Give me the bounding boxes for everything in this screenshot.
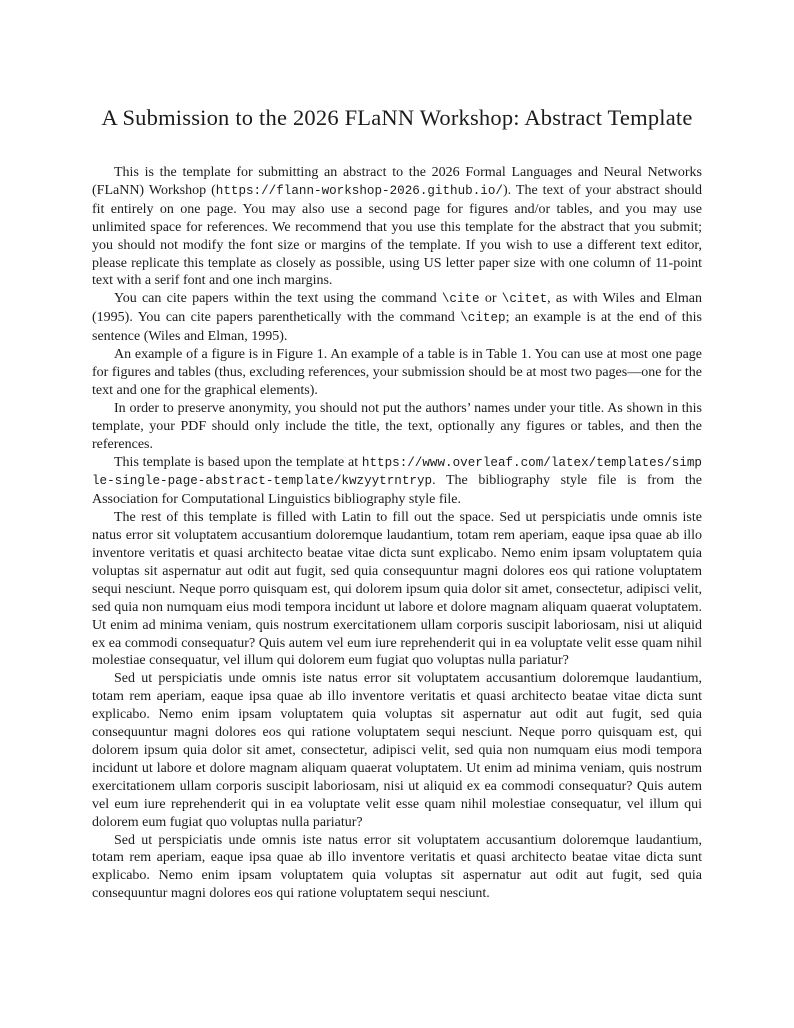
code-run: \citep xyxy=(460,311,506,326)
text-run: Sed ut perspiciatis unde omnis iste natus error sit voluptatem accusantium doloremque laudantium, totam rem aperiam, eaque ipsa quae ab illo inventore veritatis et quasi architecto beatae vitae dicta sunt explicabo. Nemo enim ipsam voluptatem quia voluptas sit aspernatur aut odit aut fugit, sed quia consequuntur magni dolores eos qui ratione voluptatem sequi nesciunt. Neque porro quisquam est, qui dolorem ipsum quia dolor sit amet, consectetur, adipisci velit, sed quia non numquam eius modi tempora incidunt ut labore et dolore magnam aliquam quaerat voluptatem. Ut enim ad minima veniam, quis nostrum exercitationem ullam corporis suscipit laboriosam, nisi ut aliquid ex ea commodi consequatur? Quis autem vel eum iure reprehenderit qui in ea voluptate velit esse quam nihil molestiae consequatur, vel illum qui dolorem eum fugiat quo voluptas nulla pariatur? xyxy=(92,671,702,830)
paragraph-6 xyxy=(92,509,702,670)
code-run: \cite xyxy=(441,292,480,307)
text-run: This is the template for submitting an abstract to the 2026 Formal Languages and Neural Networks (FLaNN) Workshop ( xyxy=(92,165,702,198)
text-run: or xyxy=(479,291,502,307)
text-run: , as with Wiles and Elman (1995). You can cite papers parenthetically with the command xyxy=(92,291,703,326)
document-title: A Submission to the 2026 FLaNN Workshop: Abstract Template xyxy=(101,105,693,130)
text-run: . The bibliography style file is from the Association for Computational Linguistics bibliography style file. xyxy=(92,473,702,508)
paragraph-4 xyxy=(92,400,702,454)
text-run: Sed ut perspiciatis unde omnis iste natus error sit voluptatem accusantium doloremque laudantium, totam rem aperiam, eaque ipsa quae ab illo inventore veritatis et quasi architecto beatae vitae dicta sunt explicabo. Nemo enim ipsam voluptatem quia voluptas sit aspernatur aut odit aut fugit, sed quia consequuntur magni dolores eos qui ratione voluptatem sequi nesciunt. xyxy=(92,832,702,902)
paragraph-7 xyxy=(92,670,702,831)
paragraph-5 xyxy=(92,454,702,510)
code-run: \citet xyxy=(501,292,548,307)
text-run: The rest of this template is filled with Latin to fill out the space. Sed ut perspiciatis unde omnis iste natus error sit voluptatem accusantium doloremque laudantium, totam rem aperiam, eaque ipsa quae ab illo inventore veritatis et quasi architecto beatae vitae dicta sunt explicabo. Nemo enim ipsam voluptatem quia voluptas sit aspernatur aut odit aut fugit, sed quia consequuntur magni dolores eos qui ratione voluptatem sequi nesciunt. Neque porro quisquam est, qui dolorem ipsum quia dolor sit amet, consectetur, adipisci velit, sed quia non numquam eius modi tempora incidunt ut labore et dolore magnam aliquam quaerat voluptatem. Ut enim ad minima veniam, quis nostrum exercitationem ullam corporis suscipit laboriosam, nisi ut aliquid ex ea commodi consequatur? Quis autem vel eum iure reprehenderit qui in ea voluptate velit esse quam nihil molestiae consequatur, vel illum qui dolorem eum fugiat quo voluptas nulla pariatur? xyxy=(92,510,702,669)
paragraph-1 xyxy=(92,164,702,290)
text-run: An example of a figure is in Figure 1. An example of a table is in Table 1. You can use at most one page for figures and tables (thus, excluding references, your submission should be at most two pages—one for the text and one for the graphical elements). xyxy=(92,347,702,398)
paragraph-3 xyxy=(92,346,702,400)
code-run: https://flann-workshop-2026.github.io/ xyxy=(215,183,503,198)
text-run: ). The text of your abstract should fit entirely on one page. You may also use a second page for figures and/or tables, and you may use unlimited space for references. We recommend that you use this template for the abstract that you submit; you should not modify the font size or margins of the template. If you wish to use a different text editor, please replicate this template as closely as possible, using US letter paper size with one column of 11-point text with a serif font and one inch margins. xyxy=(92,182,702,289)
paragraph-2 xyxy=(92,290,702,346)
paragraph-8 xyxy=(92,832,702,904)
text-run: You can cite papers within the text using the command xyxy=(114,291,442,307)
document-body xyxy=(92,164,702,903)
text-run: ; an example is at the end of this sentence (Wiles and Elman, 1995). xyxy=(92,310,702,345)
code-run: https://www.overleaf.com/latex/templates/simple-single-page-abstract-template/kwzyytrntryp xyxy=(92,455,702,489)
text-run: In order to preserve anonymity, you should not put the authors’ names under your title. As shown in this template, your PDF should only include the title, the text, optionally any figures or tables, and then the references. xyxy=(92,400,702,452)
text-run: This template is based upon the template at xyxy=(114,454,362,470)
